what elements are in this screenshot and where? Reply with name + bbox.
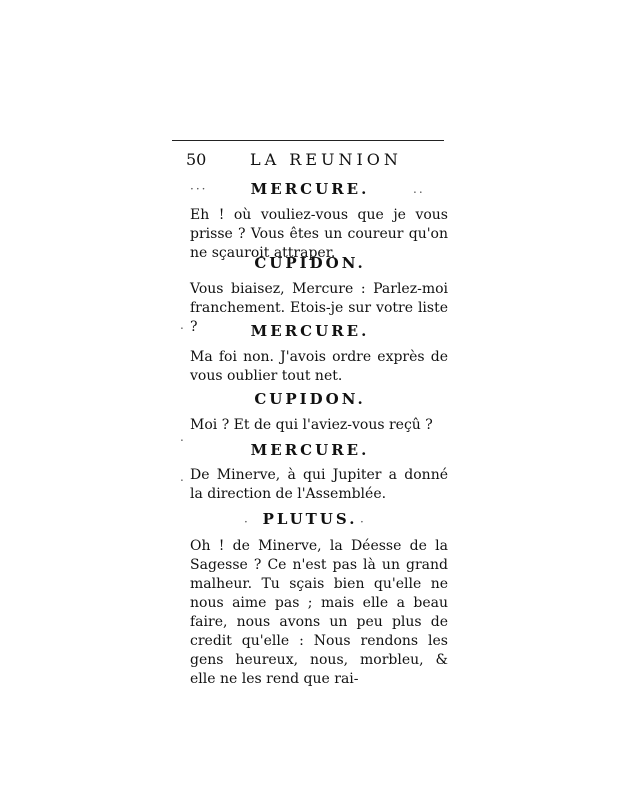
margin-mark: ·: [360, 515, 366, 529]
speaker-name: MERCURE.: [250, 441, 370, 459]
margin-mark: ..: [413, 182, 425, 196]
margin-mark: .: [180, 470, 186, 484]
header-rule: [172, 140, 444, 141]
dialogue-paragraph: Ma foi non. J'avois ordre exprès de vous oublier tout net.: [190, 349, 448, 384]
speaker-name: MERCURE.: [250, 180, 370, 198]
margin-mark: .: [180, 430, 186, 444]
running-title: LA REUNION: [250, 150, 402, 169]
speaker-name: CUPIDON.: [254, 254, 366, 272]
dialogue-paragraph: De Minerve, à qui Jupiter a donné la direction de l'Assemblée.: [190, 467, 448, 502]
margin-mark: ·: [244, 515, 250, 529]
dialogue-paragraph: Moi ? Et de qui l'aviez-vous reçû ?: [190, 417, 433, 433]
page-number: 50: [186, 150, 207, 169]
page-header: [180, 150, 440, 172]
speaker-name: PLUTUS.: [262, 510, 358, 528]
margin-mark: ···: [190, 182, 208, 196]
speaker-name: CUPIDON.: [254, 390, 366, 408]
dialogue-paragraph: Oh ! de Minerve, la Déesse de la Sagesse ? Ce n'est pas là un grand malheur. Tu sçais bien qu'elle ne nous aime pas ; mais elle a beau faire, nous avons un peu plus de credit qu'elle : Nous rendons les gens heureux, nous, morbleu, & elle ne les rend que rai-: [190, 538, 448, 687]
speaker-name: MERCURE.: [250, 322, 370, 340]
dialogue-paragraph: Eh ! où vouliez-vous que je vous prisse ? Vous êtes un coureur qu'on ne sçauroit attraper.: [190, 207, 448, 261]
margin-mark: .: [180, 318, 186, 332]
dialogue-paragraph: Vous biaisez, Mercure : Parlez-moi franchement. Etois-je sur votre liste ?: [190, 281, 448, 335]
